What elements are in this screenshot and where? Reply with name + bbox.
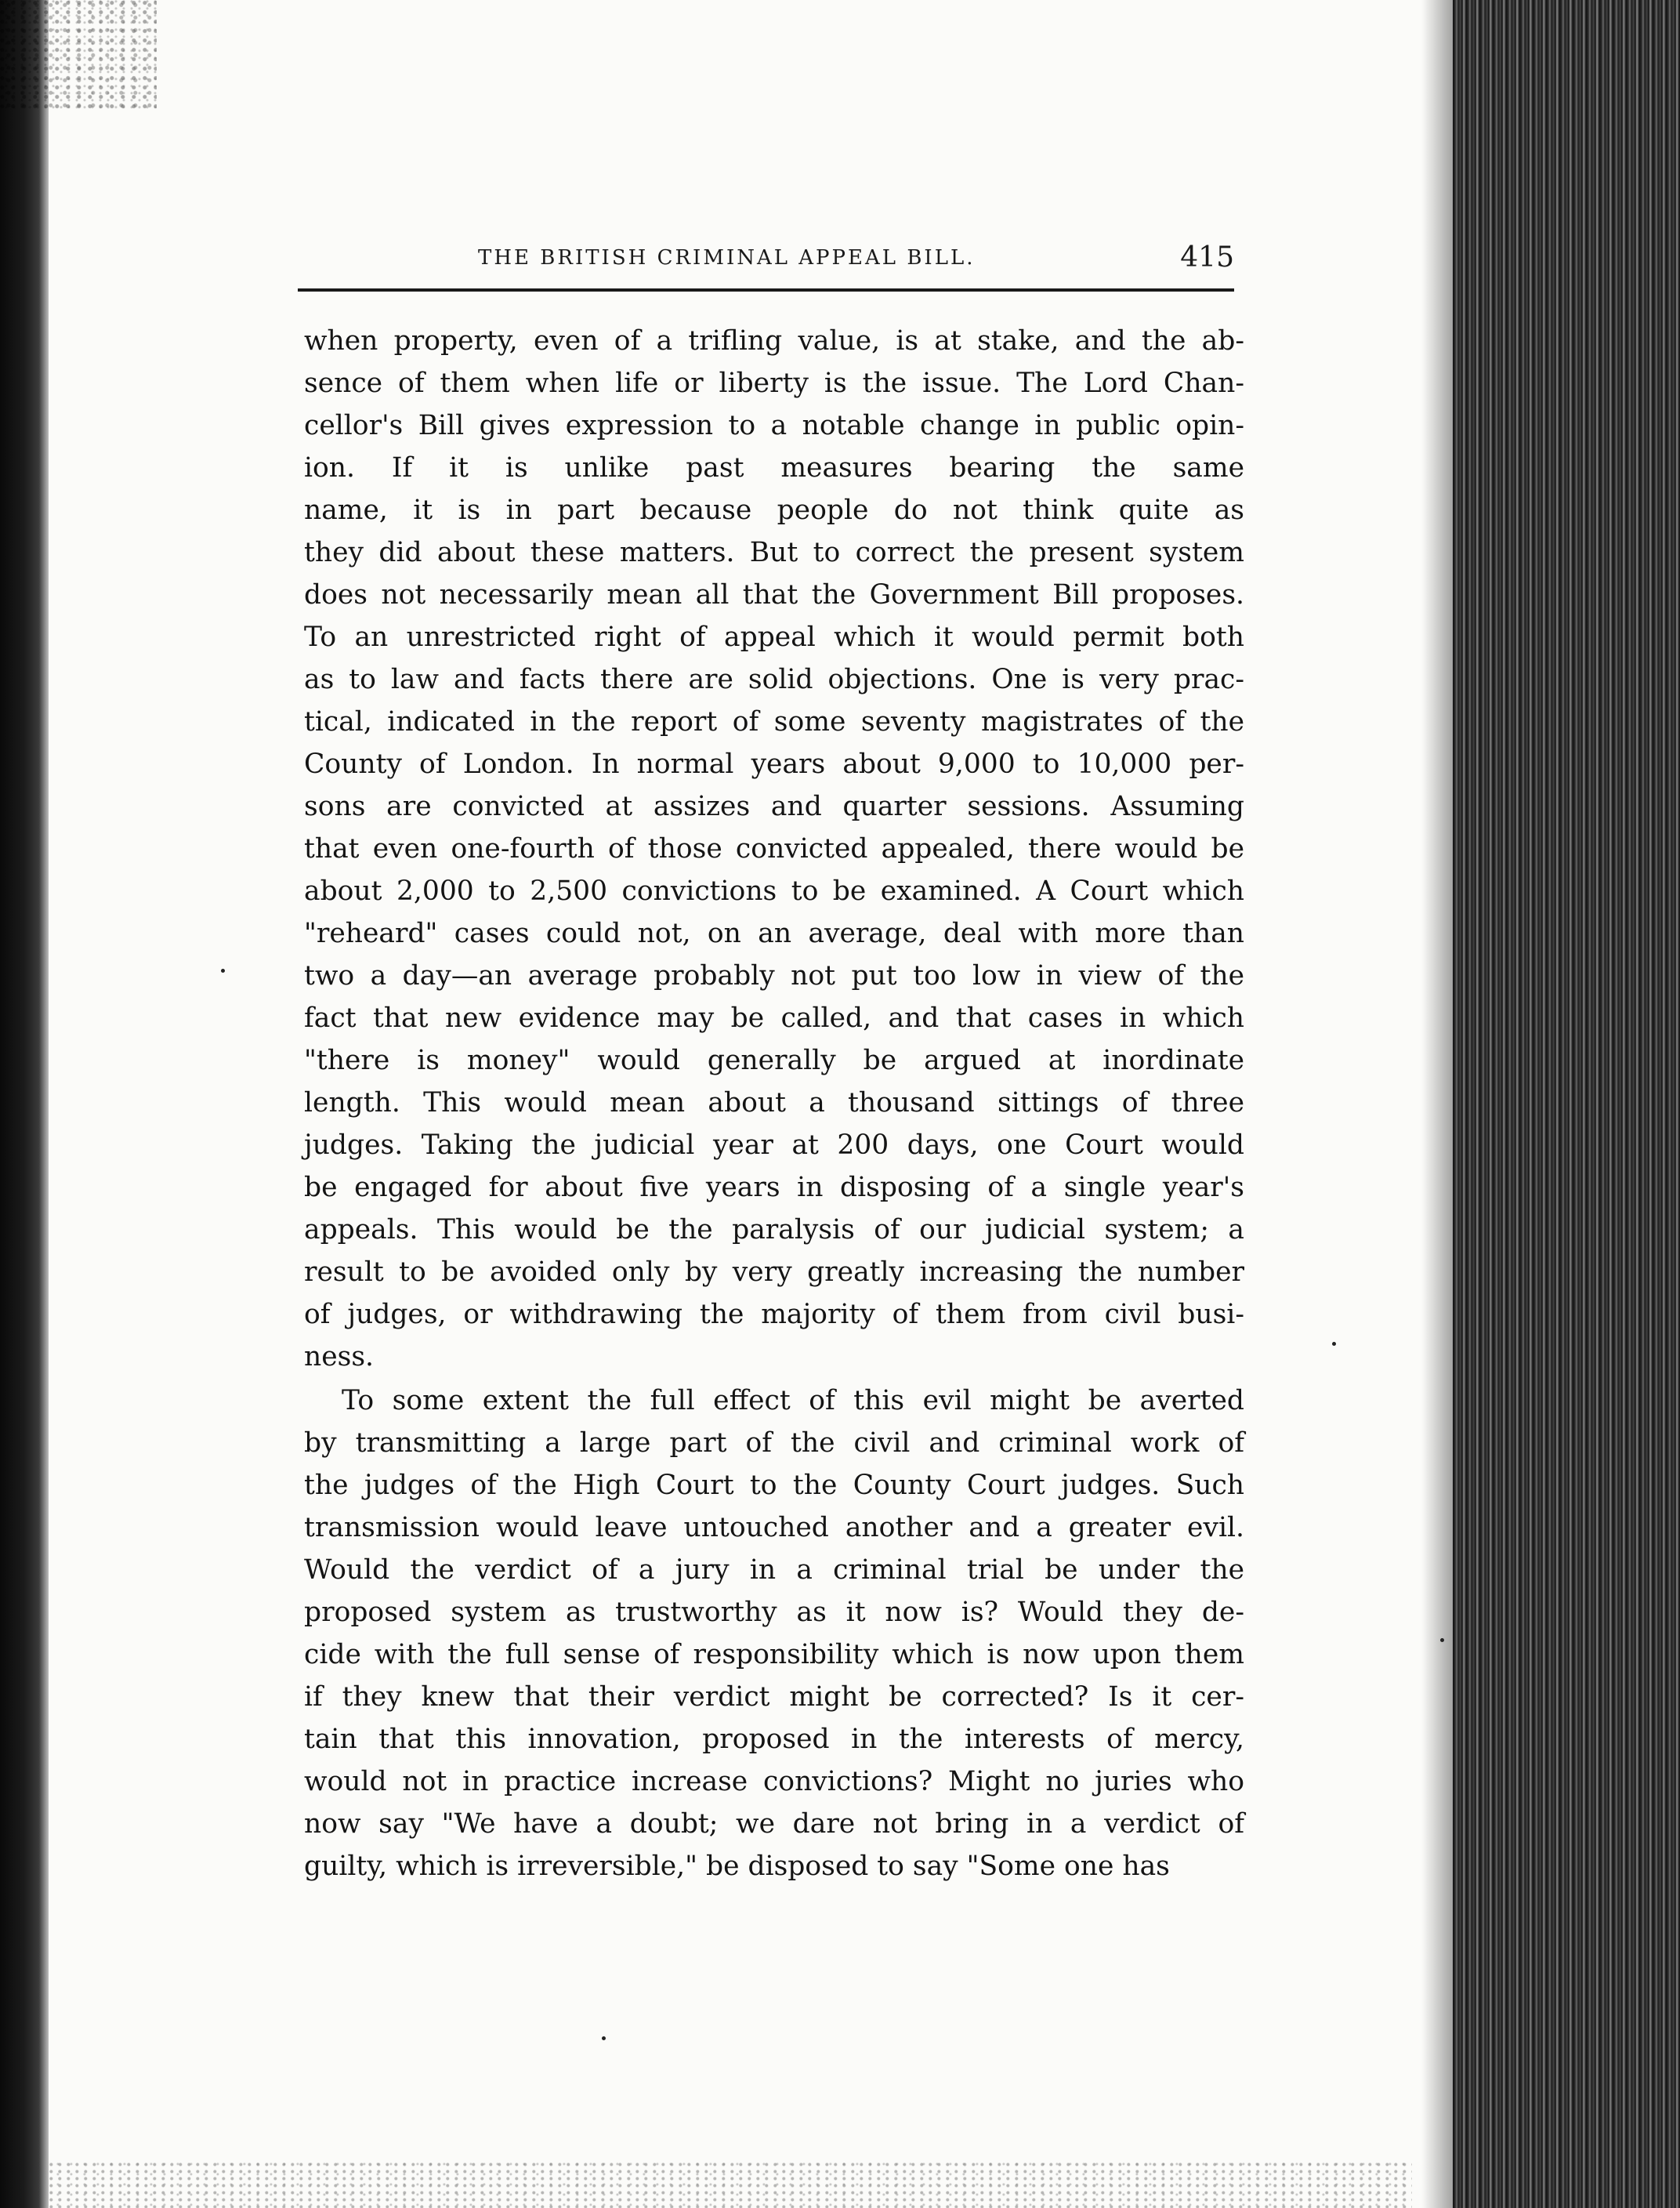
running-title: THE BRITISH CRIMINAL APPEAL BILL. [478,246,976,270]
scan-speck [1332,1342,1336,1346]
binding-shadow-left [0,0,49,2208]
text-line: name, it is in part because people do not think quite as [304,495,1244,526]
text-line: cide with the full sense of responsibility which is now upon them [304,1639,1244,1670]
text-line: when property, even of a trifling value, is at stake, and the ab- [304,325,1244,357]
text-line: To some extent the full effect of this evil might be averted [342,1385,1244,1416]
text-line: result to be avoided only by very greatly increasing the number [304,1256,1244,1288]
text-line: Would the verdict of a jury in a criminal trial be under the [304,1554,1244,1586]
text-line: does not necessarily mean all that the Government Bill proposes. [304,579,1244,611]
text-line: fact that new evidence may be called, and that cases in which [304,1002,1244,1034]
text-line: "reheard" cases could not, on an average, deal with more than [304,918,1244,949]
text-line: judges. Taking the judicial year at 200 days, one Court would [304,1129,1244,1161]
text-line: To an unrestricted right of appeal which it would permit both [304,622,1244,653]
text-line: guilty, which is irreversible," be disposed to say "Some one has [304,1851,1170,1882]
running-head [298,241,1234,281]
text-line: two a day—an average probably not put too low in view of the [304,960,1244,992]
text-line: of judges, or withdrawing the majority of them from civil busi- [304,1299,1244,1330]
text-line: be engaged for about five years in disposing of a single year's [304,1172,1244,1203]
text-line: sons are convicted at assizes and quarter sessions. Assuming [304,791,1244,822]
text-line: tain that this innovation, proposed in the interests of mercy, [304,1724,1244,1755]
page-edge-shadow [1421,0,1453,2208]
body-text [304,320,1244,1887]
text-line: transmission would leave untouched another and a greater evil. [304,1512,1244,1543]
scan-speck [602,2036,606,2040]
text-line: ion. If it is unlike past measures bearing the same [304,452,1244,484]
text-line: appeals. This would be the paralysis of our judicial system; a [304,1214,1244,1245]
text-line: that even one-fourth of those convicted appealed, there would be [304,833,1244,865]
header-rule [298,288,1234,292]
text-line: tical, indicated in the report of some seventy magistrates of the [304,706,1244,738]
text-line: they did about these matters. But to correct the present system [304,537,1244,568]
text-line: sence of them when life or liberty is the issue. The Lord Chan- [304,368,1244,399]
text-line: as to law and facts there are solid objections. One is very prac- [304,664,1244,695]
text-line: now say "We have a doubt; we dare not bring in a verdict of [304,1808,1244,1840]
text-line: cellor's Bill gives expression to a notable change in public opin- [304,410,1244,441]
page-number: 415 [1180,241,1234,274]
scan-speck [221,969,225,973]
scan-noise-top-left [0,0,157,110]
text-line: if they knew that their verdict might be corrected? Is it cer- [304,1681,1244,1713]
text-line: County of London. In normal years about 9,000 to 10,000 per- [304,749,1244,780]
scan-speck [1440,1638,1444,1642]
text-line: about 2,000 to 2,500 convictions to be examined. A Court which [304,876,1244,907]
text-line: "there is money" would generally be argued at inordinate [304,1045,1244,1076]
text-line: ness. [304,1341,375,1372]
text-line: would not in practice increase convictions? Might no juries who [304,1766,1244,1797]
scan-noise-bottom [49,2161,1412,2208]
text-line: length. This would mean about a thousand sittings of three [304,1087,1244,1119]
text-line: by transmitting a large part of the civil and criminal work of [304,1427,1244,1459]
text-line: proposed system as trustworthy as it now is? Would they de- [304,1597,1244,1628]
text-line: the judges of the High Court to the County Court judges. Such [304,1470,1244,1501]
book-block-edge-right [1453,0,1680,2208]
